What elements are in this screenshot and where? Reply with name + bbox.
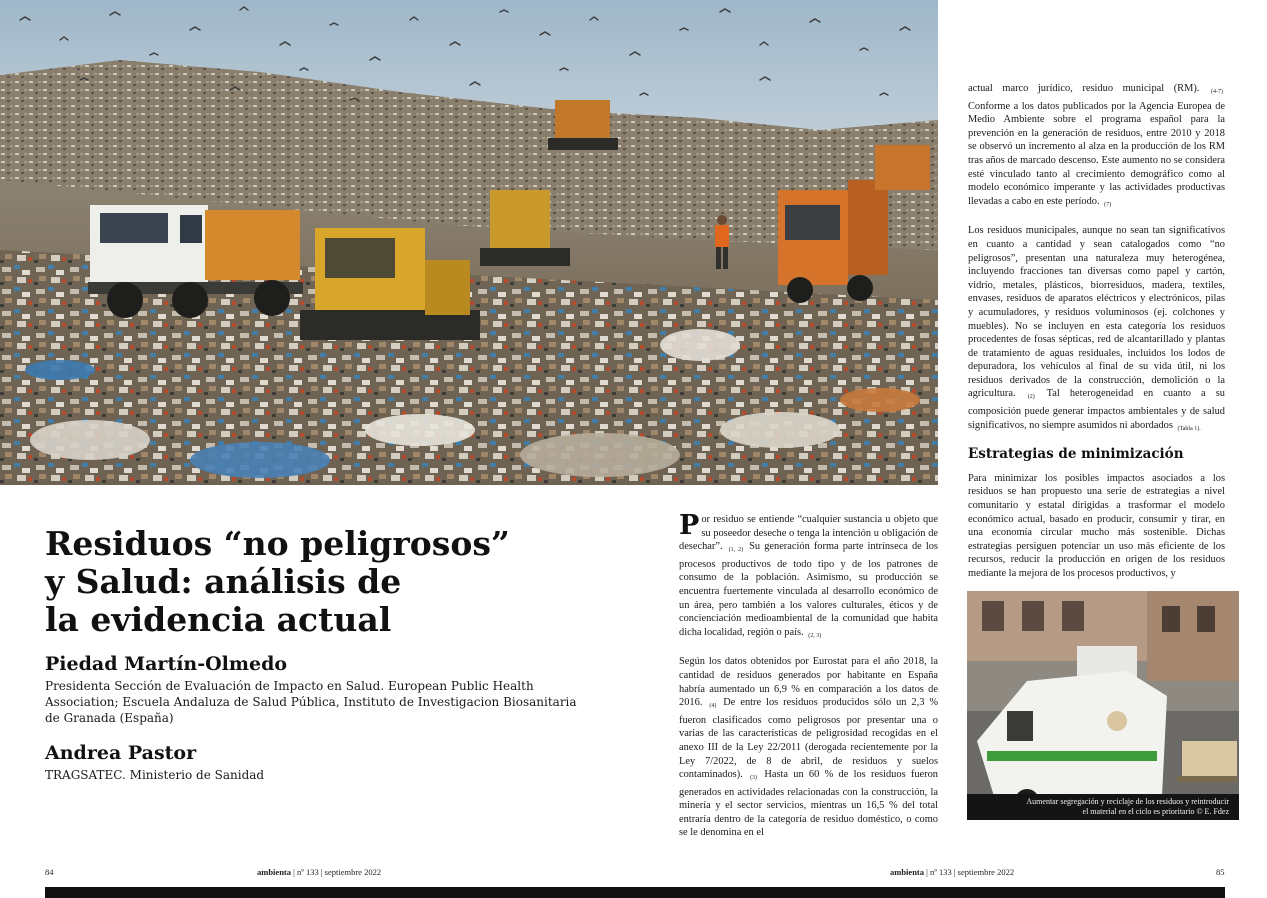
landfill-photo: [0, 0, 938, 485]
body-paragraph: [679, 655, 938, 840]
caption-line: Aumentar segregación y reciclaje de los residuos y reintroducir: [1026, 797, 1229, 806]
paragraph-text: De entre los residuos producidos sólo un 2,3 % fueron clasificados como peligrosos por presentar una o varias de las características de peligrosidad recogidas en el anexo III de la Ley 22/2011 (derogada recientemente por la Ley 7/2022, de 8 de abril, de residuos y suelos contaminados).: [679, 697, 938, 781]
citation: (4): [709, 703, 717, 710]
paragraph-text: Su generación forma parte intrínseca de los procesos productivos de todo tipo y de los patrones de consumo de la población. Asimismo, su producción se encuentra fuertemente vinculada al desarrollo económico de un área, pero también a los valores culturales, éticos y de concienciación medioambiental de la comunidad que habita dicha localidad, región o país.: [679, 541, 938, 638]
paragraph-text: Hasta un 60 % de los residuos fueron generados en actividades relacionadas con la construcción, la minería y el sector servicios, mientras un 16,5 % del total entraría dentro de la categoría de residuo doméstico, o como se le denomina en el: [679, 769, 938, 839]
issue-info: | nº 133 | septiembre 2022: [926, 867, 1015, 877]
title-line: la evidencia actual: [45, 600, 392, 639]
citation: (4-7): [1211, 89, 1224, 95]
citation: (2): [1027, 394, 1035, 401]
paragraph-text: or residuo se entiende “cualquier sustancia u objeto que su poseedor deseche o tenga la intención u obligación de desechar”.: [679, 514, 938, 553]
page-number: 85: [1216, 867, 1225, 877]
body-column-right: [968, 82, 1225, 593]
body-column-left: [679, 510, 938, 852]
magazine-name: ambienta: [890, 867, 924, 877]
author-affiliation: TRAGSATEC. Ministerio de Sanidad: [45, 768, 265, 782]
author-name: Piedad Martín-Olmedo: [45, 653, 288, 675]
author-name: Andrea Pastor: [45, 742, 197, 764]
paragraph-text: Tal heterogeneidad en cuanto a su composición puede generar impactos ambientales y de salud significativos, no siempre asumidos ni abordados: [968, 388, 1225, 431]
citation: (3): [750, 775, 758, 782]
paragraph-text: Los residuos municipales, aunque no sean tan significativos en cuanto a cantidad y sean catalogados como “no peligrosos”, presentan una naturaleza muy heterogénea, incluyendo fracciones tan diversas como papel y cartón, vidrio, metales, plásticos, biorresiduos, madera, textiles, envases, residuos de aparatos eléctricos y electrónicos, pilas y acumuladores, y residuos voluminosos (ej. colchones y muebles). No se incluyen en esta categoría los residuos procedentes de fosas sépticas, red de alcantarillado y plantas de tratamiento de aguas residuales, incluidos los lodos de depuradora, los vehículos al final de su vida útil, ni los residuos derivados de la construcción, demolición o la agricultura.: [968, 225, 1225, 400]
magazine-name: ambienta: [257, 867, 291, 877]
paragraph-text: Conforme a los datos publicados por la Agencia Europea de Medio Ambiente sobre el programa español para la prevención en la generación de residuos, entre 2010 y 2018 se observó un incremento al alza en la producción de los RM tras años de marcado descenso. Este aumento no se considera esté vinculado tanto al crecimiento demográfico como al modelo económico imperante y las actividades productivas llevadas a cabo en este período.: [968, 100, 1225, 207]
caption-line: el material en el ciclo es prioritario © E. Fdez: [1082, 807, 1229, 816]
citation: (1, 2): [728, 547, 744, 554]
body-paragraph: [679, 510, 938, 643]
section-heading: Estrategias de minimización: [968, 446, 1184, 463]
body-paragraph: [968, 224, 1225, 436]
paragraph-text: Según los datos obtenidos por Eurostat para el año 2018, la cantidad de residuos generados por habitante en España habría aumentado un 6,9 % en comparación a los datos de 2016.: [679, 656, 938, 709]
garbage-truck-photo: [967, 591, 1239, 820]
title-line: Residuos “no peligrosos”: [45, 524, 510, 563]
author-affiliation: Presidenta Sección de Evaluación de Impacto en Salud. European Public Health Association; Escuela Andaluza de Salud Pública, Instituto de Investigacion Biosanitaria de Granada (España): [45, 679, 577, 725]
page-number: 84: [45, 867, 54, 877]
running-footer: [890, 867, 1014, 877]
body-paragraph: Para minimizar los posibles impactos asociados a los residuos se han propuesto una serie de estrategias a nivel comunitario y estatal dirigidas a trasformar el modelo económico actual, basado en producir, consumir y tirar, en una economía circular mucho más sostenible. Dichas estrategias persiguen potenciar un uso más eficiente de los recursos, reducir la producción en origen de los residuos mediante la mejora de los procesos productivos, y: [968, 472, 1225, 579]
running-footer: [257, 867, 381, 877]
article-title: [45, 525, 645, 639]
citation: (Tabla 1).: [1177, 425, 1201, 432]
footer-bar: [45, 887, 1225, 898]
paragraph-text: actual marco jurídico, residuo municipal (RM).: [968, 83, 1200, 94]
title-line: y Salud: análisis de: [45, 562, 402, 601]
body-paragraph: [968, 82, 1225, 212]
issue-info: | nº 133 | septiembre 2022: [293, 867, 382, 877]
drop-cap: P: [679, 510, 700, 541]
citation: (2, 3): [808, 632, 822, 639]
citation: (7): [1104, 201, 1112, 208]
photo-caption: [967, 794, 1239, 820]
